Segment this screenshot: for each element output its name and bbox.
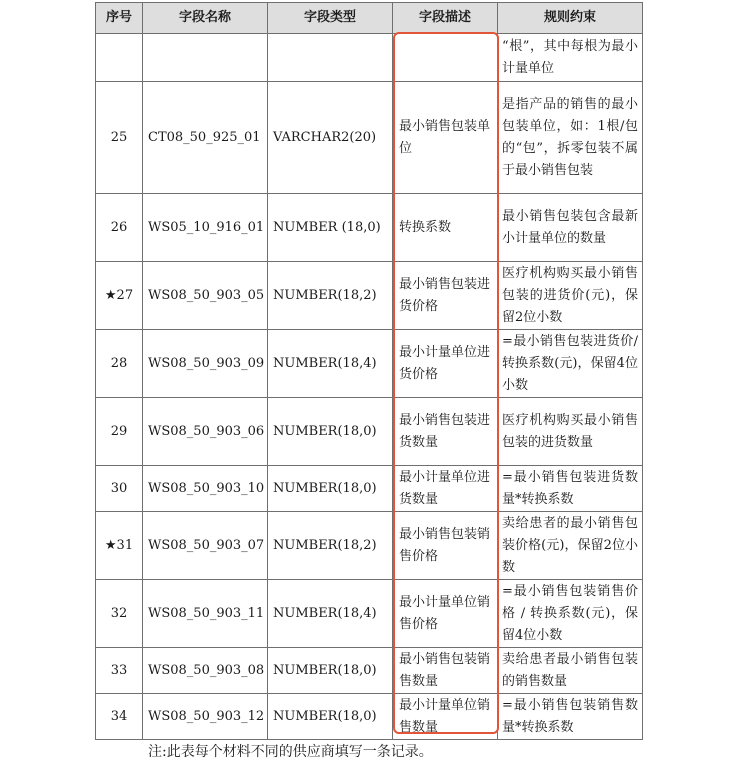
- cell-seq: 28: [96, 330, 143, 398]
- cell-seq: 30: [96, 466, 143, 512]
- cell-field-type: NUMBER(18,4): [268, 330, 393, 398]
- cell-field-desc: 最小销售包装单位: [393, 82, 498, 194]
- cell-seq: [96, 34, 143, 82]
- cell-field-type: VARCHAR2(20): [268, 82, 393, 194]
- cell-field-desc: 最小计量单位销售数量: [393, 694, 498, 740]
- table-footnote: 注:此表每个材料不同的供应商填写一条记录。: [148, 744, 433, 760]
- cell-field-desc: 最小计量单位销售价格: [393, 580, 498, 648]
- cell-field-type: NUMBER(18,0): [268, 694, 393, 740]
- cell-field-name: WS05_10_916_01: [143, 194, 268, 262]
- cell-field-desc: 最小计量单位进货价格: [393, 330, 498, 398]
- cell-field-desc: 转换系数: [393, 194, 498, 262]
- cell-rule: 卖给患者的最小销售包装价格(元)，保留2位小数: [498, 512, 643, 580]
- header-field-desc: 字段描述: [393, 3, 498, 34]
- cell-field-desc: 最小销售包装销售数量: [393, 648, 498, 694]
- cell-field-type: NUMBER (18,0): [268, 194, 393, 262]
- cell-field-type: [268, 34, 393, 82]
- table-row: [96, 194, 643, 262]
- cell-seq: 26: [96, 194, 143, 262]
- cell-rule: 医疗机构购买最小销售包装的进货数量: [498, 398, 643, 466]
- header-field-type: 字段类型: [268, 3, 393, 34]
- table-row: [96, 512, 643, 580]
- header-seq: 序号: [96, 3, 143, 34]
- table-row: [96, 648, 643, 694]
- cell-seq: 34: [96, 694, 143, 740]
- cell-field-name: WS08_50_903_09: [143, 330, 268, 398]
- cell-field-type: NUMBER(18,2): [268, 262, 393, 330]
- cell-field-name: WS08_50_903_07: [143, 512, 268, 580]
- cell-rule: 最小销售包装包含最新小计量单位的数量: [498, 194, 643, 262]
- cell-seq: 33: [96, 648, 143, 694]
- cell-seq: 32: [96, 580, 143, 648]
- cell-field-desc: 最小销售包装进货价格: [393, 262, 498, 330]
- table-row: [96, 262, 643, 330]
- cell-field-type: NUMBER(18,2): [268, 512, 393, 580]
- cell-field-name: WS08_50_903_11: [143, 580, 268, 648]
- header-field-name: 字段名称: [143, 3, 268, 34]
- cell-rule: =最小销售包装销售价格 / 转换系数(元)，保留4位小数: [498, 580, 643, 648]
- cell-field-name: CT08_50_925_01: [143, 82, 268, 194]
- header-rule: 规则约束: [498, 3, 643, 34]
- table-row: [96, 398, 643, 466]
- cell-rule: =最小销售包装进货价/转换系数(元)，保留4位小数: [498, 330, 643, 398]
- table-header-row: [96, 3, 643, 34]
- table-row: [96, 580, 643, 648]
- cell-rule: “根”，其中每根为最小计量单位: [498, 34, 643, 82]
- cell-field-name: WS08_50_903_08: [143, 648, 268, 694]
- table-row: [96, 330, 643, 398]
- cell-rule: 卖给患者最小销售包装的销售数量: [498, 648, 643, 694]
- cell-seq: ★27: [96, 262, 143, 330]
- cell-seq: ★31: [96, 512, 143, 580]
- cell-field-type: NUMBER(18,0): [268, 466, 393, 512]
- cell-field-name: WS08_50_903_10: [143, 466, 268, 512]
- table-row: [96, 82, 643, 194]
- description-column-highlight: [393, 32, 499, 734]
- cell-field-name: WS08_50_903_05: [143, 262, 268, 330]
- cell-seq: 29: [96, 398, 143, 466]
- cell-field-desc: 最小销售包装销售价格: [393, 512, 498, 580]
- cell-field-name: WS08_50_903_06: [143, 398, 268, 466]
- cell-rule: =最小销售包装进货数量*转换系数: [498, 466, 643, 512]
- cell-rule: 是指产品的销售的最小包装单位，如：1根/包的“包”，拆零包装不属于最小销售包装: [498, 82, 643, 194]
- cell-field-desc: 最小销售包装进货数量: [393, 398, 498, 466]
- cell-rule: 医疗机构购买最小销售包装的进货价(元)，保留2位小数: [498, 262, 643, 330]
- field-spec-table: [95, 2, 643, 740]
- cell-field-name: WS08_50_903_12: [143, 694, 268, 740]
- cell-field-type: NUMBER(18,0): [268, 398, 393, 466]
- cell-field-name: [143, 34, 268, 82]
- cell-field-type: NUMBER(18,4): [268, 580, 393, 648]
- cell-rule: =最小销售包装销售数量*转换系数: [498, 694, 643, 740]
- cell-field-desc: 最小计量单位进货数量: [393, 466, 498, 512]
- cell-field-type: NUMBER(18,0): [268, 648, 393, 694]
- table-row: [96, 466, 643, 512]
- table-row: [96, 694, 643, 740]
- table-row: [96, 34, 643, 82]
- cell-seq: 25: [96, 82, 143, 194]
